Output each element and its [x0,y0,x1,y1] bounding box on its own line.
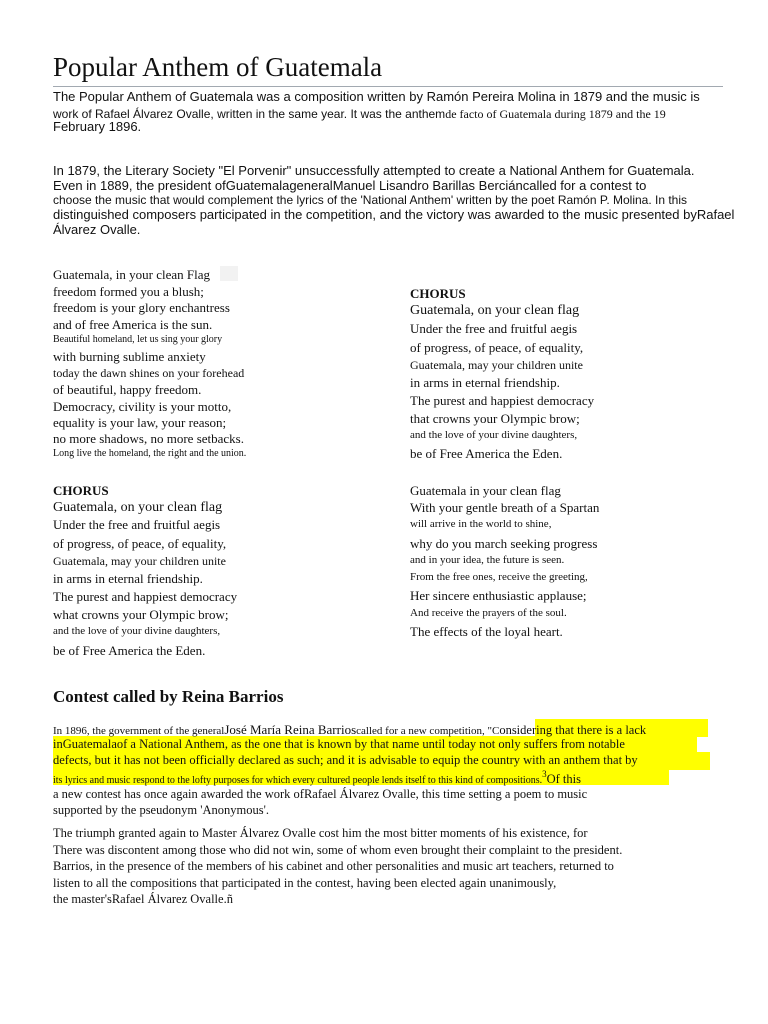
verse-line: equality is your law, your reason; [53,415,227,430]
contest-text: In 1896, the government of the general [53,725,225,737]
verse-line: of beautiful, happy freedom. [53,382,202,397]
chorus-line: Under the free and fruitful aegis [410,321,578,336]
intro-line [53,105,666,123]
chorus-line: of progress, of peace, of equality, [410,340,584,355]
chorus-line: in arms in eternal friendship. [410,375,560,390]
chorus-line: The purest and happiest democracy [53,589,238,604]
verse-line: and of free America is the sun. [53,317,213,332]
verse-line: From the free ones, receive the greeting, [410,571,588,583]
verse-line: Guatemala, in your clean Flag [53,267,211,282]
chorus-line: of progress, of peace, of equality, [53,536,227,551]
footnote-ref[interactable]: 3 [542,769,547,779]
intro-line: The Popular Anthem of Guatemala was a composition written by Ramón Pereira Molina in 1879 and the music is [53,89,700,104]
verse-line: Long live the homeland, the right and the union. [53,448,247,459]
chorus-line: Under the free and fruitful aegis [53,517,221,532]
verse-line: Beautiful homeland, let us sing your glory [53,334,223,345]
verse-line: freedom formed you a blush; [53,284,204,299]
verse-line: with burning sublime anxiety [53,349,206,364]
chorus-line: Guatemala, on your clean flag [53,500,223,515]
history-line: distinguished composers participated in the competition, and the victory was awarded to the music presented byRafael [53,207,735,222]
contest-line: listen to all the compositions that participated in the contest, having been elected again unanimously, [53,876,557,890]
chorus-line: be of Free America the Eden. [53,643,206,658]
contest-text: its lyrics and music respond to the lofty purposes for which every cultured people lends itself to this kind of compositions. [53,775,543,786]
intro-line: February 1896. [53,119,142,134]
contest-text: Of this [546,772,581,786]
page-title: Popular Anthem of Guatemala [53,50,723,87]
contest-text: onsidering that there is a lack [499,723,647,737]
intro-text: de facto of Guatemala during 1879 and the 19 [445,107,666,121]
verse-line: Her sincere enthusiastic applause; [410,588,587,603]
contest-line: supported by the pseudonym 'Anonymous'. [53,803,269,817]
verse-line: why do you march seeking progress [410,536,598,551]
history-line: Álvarez Ovalle. [53,222,141,237]
verse-line: Guatemala in your clean flag [410,483,561,498]
chorus-line: The purest and happiest democracy [410,393,595,408]
verse-line: And receive the prayers of the soul. [410,607,567,619]
verse-line: no more shadows, no more setbacks. [53,431,244,446]
contest-line: the master'sRafael Álvarez Ovalle.ñ [53,892,233,906]
history-line: choose the music that would complement the lyrics of the 'National Anthem' written by the poet Ramón P. Molina. In this [53,193,688,207]
chorus-line: Guatemala, may your children unite [53,554,226,568]
chorus-line: what crowns your Olympic brow; [53,607,229,622]
verse-line: The effects of the loyal heart. [410,624,563,639]
verse-line: Democracy, civility is your motto, [53,399,232,414]
chorus-line: Guatemala, may your children unite [410,358,583,372]
verse-line: With your gentle breath of a Spartan [410,500,600,515]
verse-line: will arrive in the world to shine, [410,518,552,530]
contest-line: defects, but it has not been officially declared as such; and it is advisable to equip the country with an anthem that by [53,753,638,767]
chorus-line: Guatemala, on your clean flag [410,303,580,318]
verse-line: freedom is your glory enchantress [53,300,230,315]
verse-line: and in your idea, the future is seen. [410,554,565,566]
history-line: In 1879, the Literary Society "El Porvenir" unsuccessfully attempted to create a National Anthem for Guatemala. [53,163,695,178]
contest-line: The triumph granted again to Master Álvarez Ovalle cost him the most bitter moments of his existence, for [53,826,588,840]
chorus-line: that crowns your Olympic brow; [410,411,580,426]
chorus-line: in arms in eternal friendship. [53,571,203,586]
contest-line [53,770,581,788]
chorus-line: and the love of your divine daughters, [53,625,221,637]
verse-line: today the dawn shines on your forehead [53,366,245,380]
section-heading: Contest called by Reina Barrios [53,687,284,706]
contest-line: a new contest has once again awarded the work ofRafael Álvarez Ovalle, this time setting a poem to music [53,787,588,801]
chorus-line: be of Free America the Eden. [410,446,563,461]
contest-line: Barrios, in the presence of the members of his cabinet and other personalities and music art teachers, returned to [53,859,614,873]
contest-text: called for a new competition, "C [356,725,500,737]
contest-text: José María Reina Barrios [224,722,357,737]
chorus-heading: CHORUS [410,286,466,301]
contest-line: inGuatemalaof a National Anthem, as the one that is known by that name until today not only suffers from notable [53,737,625,751]
chorus-line: and the love of your divine daughters, [410,429,578,441]
history-line: Even in 1889, the president ofGuatemalageneralManuel Lisandro Barillas Berciáncalled for a contest to [53,178,647,193]
text-mark [220,266,238,281]
intro-text: work of Rafael Álvarez Ovalle, written in the same year. It was the anthem [53,107,446,121]
chorus-heading: CHORUS [53,483,109,498]
contest-line: There was discontent among those who did not win, some of whom even brought their complaint to the president. [53,843,623,857]
